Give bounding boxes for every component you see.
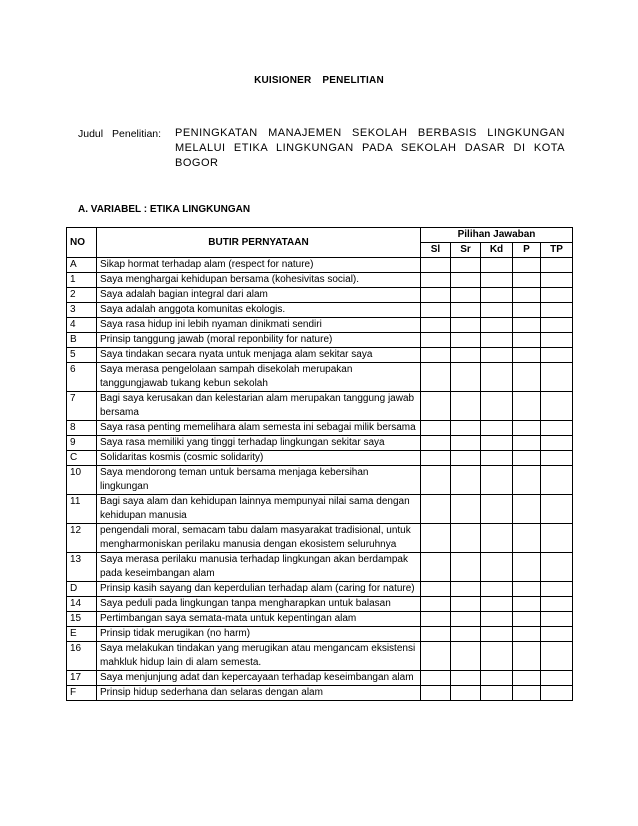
- row-number: 13: [67, 553, 97, 582]
- answer-cell-sr[interactable]: [451, 466, 481, 495]
- row-number: F: [67, 686, 97, 701]
- statement-text: Bagi saya alam dan kehidupan lainnya mempunyai nilai sama dengan kehidupan manusia: [97, 495, 421, 524]
- row-number: 17: [67, 671, 97, 686]
- answer-cell-p[interactable]: [513, 495, 541, 524]
- answer-cell-tp[interactable]: [541, 686, 573, 701]
- answer-cell-p[interactable]: [513, 612, 541, 627]
- answer-cell-p[interactable]: [513, 671, 541, 686]
- answer-cell-tp[interactable]: [541, 466, 573, 495]
- answer-cell-sr[interactable]: [451, 495, 481, 524]
- answer-cell-p[interactable]: [513, 318, 541, 333]
- statement-text: Prinsip tanggung jawab (moral reponbility for nature): [97, 333, 421, 348]
- answer-cell-tp[interactable]: [541, 495, 573, 524]
- answer-cell-tp[interactable]: [541, 421, 573, 436]
- answer-cell-kd[interactable]: [481, 273, 513, 288]
- answer-cell-p[interactable]: [513, 524, 541, 553]
- table-row: [67, 642, 573, 671]
- row-number: 3: [67, 303, 97, 318]
- answer-cell-tp[interactable]: [541, 597, 573, 612]
- table-row: [67, 318, 573, 333]
- answer-cell-sl[interactable]: [421, 421, 451, 436]
- row-number: 1: [67, 273, 97, 288]
- table-row: [67, 553, 573, 582]
- answer-cell-sr[interactable]: [451, 288, 481, 303]
- statement-text: Saya menjunjung adat dan kepercayaan terhadap keseimbangan alam: [97, 671, 421, 686]
- row-number: B: [67, 333, 97, 348]
- answer-cell-sl[interactable]: [421, 451, 451, 466]
- statement-text: Pertimbangan saya semata-mata untuk kepentingan alam: [97, 612, 421, 627]
- answer-cell-tp[interactable]: [541, 333, 573, 348]
- answer-cell-p[interactable]: [513, 333, 541, 348]
- answer-cell-kd[interactable]: [481, 466, 513, 495]
- answer-cell-sl[interactable]: [421, 524, 451, 553]
- answer-cell-kd[interactable]: [481, 627, 513, 642]
- answer-cell-sr[interactable]: [451, 333, 481, 348]
- answer-cell-sr[interactable]: [451, 612, 481, 627]
- statement-text: Saya rasa memiliki yang tinggi terhadap lingkungan sekitar saya: [97, 436, 421, 451]
- answer-cell-sl[interactable]: [421, 671, 451, 686]
- answer-cell-sr[interactable]: [451, 273, 481, 288]
- answer-cell-p[interactable]: [513, 436, 541, 451]
- answer-cell-tp[interactable]: [541, 612, 573, 627]
- answer-cell-kd[interactable]: [481, 553, 513, 582]
- answer-cell-tp[interactable]: [541, 553, 573, 582]
- statement-text: Saya mendorong teman untuk bersama menjaga kebersihan lingkungan: [97, 466, 421, 495]
- answer-cell-sl[interactable]: [421, 258, 451, 273]
- answer-cell-kd[interactable]: [481, 288, 513, 303]
- answer-cell-kd[interactable]: [481, 612, 513, 627]
- row-number: 8: [67, 421, 97, 436]
- answer-cell-tp[interactable]: [541, 392, 573, 421]
- statement-text: Saya rasa penting memelihara alam semesta ini sebagai milik bersama: [97, 421, 421, 436]
- answer-cell-p[interactable]: [513, 642, 541, 671]
- answer-cell-sl[interactable]: [421, 348, 451, 363]
- questionnaire-table: [66, 227, 573, 701]
- table-row: [67, 582, 573, 597]
- answer-cell-kd[interactable]: [481, 318, 513, 333]
- answer-cell-sr[interactable]: [451, 392, 481, 421]
- table-row: [67, 258, 573, 273]
- table-row: [67, 495, 573, 524]
- table-row: [67, 686, 573, 701]
- answer-cell-kd[interactable]: [481, 495, 513, 524]
- answer-cell-p[interactable]: [513, 303, 541, 318]
- statement-text: Prinsip kasih sayang dan keperdulian terhadap alam (caring for nature): [97, 582, 421, 597]
- answer-cell-tp[interactable]: [541, 642, 573, 671]
- answer-cell-sl[interactable]: [421, 627, 451, 642]
- row-number: 14: [67, 597, 97, 612]
- table-row: [67, 436, 573, 451]
- row-number: 16: [67, 642, 97, 671]
- table-row: [67, 671, 573, 686]
- table-row: [67, 421, 573, 436]
- answer-cell-sl[interactable]: [421, 612, 451, 627]
- table-row: [67, 466, 573, 495]
- answer-cell-sl[interactable]: [421, 288, 451, 303]
- answer-cell-p[interactable]: [513, 363, 541, 392]
- answer-cell-tp[interactable]: [541, 273, 573, 288]
- answer-cell-tp[interactable]: [541, 671, 573, 686]
- answer-cell-kd[interactable]: [481, 421, 513, 436]
- table-row: [67, 273, 573, 288]
- answer-cell-sl[interactable]: [421, 436, 451, 451]
- statement-text: Sikap hormat terhadap alam (respect for nature): [97, 258, 421, 273]
- answer-cell-kd[interactable]: [481, 686, 513, 701]
- answer-cell-tp[interactable]: [541, 363, 573, 392]
- answer-cell-sr[interactable]: [451, 363, 481, 392]
- research-title-label: Judul Penelitian:: [78, 128, 162, 140]
- answer-cell-kd[interactable]: [481, 392, 513, 421]
- research-title: PENINGKATAN MANAJEMEN SEKOLAH BERBASIS LINGKUNGAN MELALUI ETIKA LINGKUNGAN PADA SEKOLAH DASAR DI KOTA BOGOR: [175, 127, 565, 169]
- table-row: [67, 303, 573, 318]
- answer-cell-p[interactable]: [513, 273, 541, 288]
- answer-cell-sr[interactable]: [451, 451, 481, 466]
- answer-cell-tp[interactable]: [541, 288, 573, 303]
- answer-cell-sr[interactable]: [451, 627, 481, 642]
- answer-cell-kd[interactable]: [481, 333, 513, 348]
- answer-cell-p[interactable]: [513, 686, 541, 701]
- answer-cell-p[interactable]: [513, 627, 541, 642]
- answer-cell-sr[interactable]: [451, 553, 481, 582]
- answer-cell-kd[interactable]: [481, 363, 513, 392]
- row-number: 2: [67, 288, 97, 303]
- answer-cell-tp[interactable]: [541, 582, 573, 597]
- answer-cell-p[interactable]: [513, 421, 541, 436]
- table-row: [67, 333, 573, 348]
- answer-cell-sr[interactable]: [451, 671, 481, 686]
- statement-text: Prinsip tidak merugikan (no harm): [97, 627, 421, 642]
- answer-cell-kd[interactable]: [481, 348, 513, 363]
- statement-text: Saya melakukan tindakan yang merugikan atau mengancam eksistensi mahkluk hidup lain di alam semesta.: [97, 642, 421, 671]
- row-number: 12: [67, 524, 97, 553]
- answer-cell-sr[interactable]: [451, 303, 481, 318]
- row-number: 11: [67, 495, 97, 524]
- answer-cell-sl[interactable]: [421, 642, 451, 671]
- answer-cell-tp[interactable]: [541, 348, 573, 363]
- answer-cell-sr[interactable]: [451, 436, 481, 451]
- statement-text: Saya peduli pada lingkungan tanpa mengharapkan untuk balasan: [97, 597, 421, 612]
- answer-cell-sl[interactable]: [421, 553, 451, 582]
- row-number: 4: [67, 318, 97, 333]
- table-row: [67, 451, 573, 466]
- answer-cell-kd[interactable]: [481, 436, 513, 451]
- answer-cell-kd[interactable]: [481, 671, 513, 686]
- answer-cell-sr[interactable]: [451, 642, 481, 671]
- section-title: A. VARIABEL : ETIKA LINGKUNGAN: [78, 204, 251, 215]
- answer-cell-p[interactable]: [513, 582, 541, 597]
- table-row: [67, 363, 573, 392]
- document-title: KUISIONER PENELITIAN: [254, 75, 384, 86]
- row-number: D: [67, 582, 97, 597]
- answer-cell-sr[interactable]: [451, 524, 481, 553]
- answer-cell-sl[interactable]: [421, 318, 451, 333]
- answer-cell-sl[interactable]: [421, 582, 451, 597]
- header-choice-sr: Sr: [451, 243, 481, 258]
- answer-cell-sl[interactable]: [421, 597, 451, 612]
- answer-cell-kd[interactable]: [481, 582, 513, 597]
- answer-cell-tp[interactable]: [541, 318, 573, 333]
- header-choice-tp: TP: [541, 243, 573, 258]
- answer-cell-kd[interactable]: [481, 258, 513, 273]
- answer-cell-kd[interactable]: [481, 597, 513, 612]
- statement-text: Solidaritas kosmis (cosmic solidarity): [97, 451, 421, 466]
- answer-cell-tp[interactable]: [541, 627, 573, 642]
- header-no: NO: [67, 228, 97, 258]
- table-row: [67, 392, 573, 421]
- row-number: 5: [67, 348, 97, 363]
- table-row: [67, 612, 573, 627]
- answer-cell-sr[interactable]: [451, 348, 481, 363]
- answer-cell-sl[interactable]: [421, 333, 451, 348]
- answer-cell-kd[interactable]: [481, 524, 513, 553]
- answer-cell-sl[interactable]: [421, 686, 451, 701]
- table-row: [67, 627, 573, 642]
- answer-cell-tp[interactable]: [541, 451, 573, 466]
- answer-cell-p[interactable]: [513, 258, 541, 273]
- statement-text: Saya merasa perilaku manusia terhadap lingkungan akan berdampak pada keseimbangan alam: [97, 553, 421, 582]
- table-row: [67, 348, 573, 363]
- row-number: C: [67, 451, 97, 466]
- answer-cell-tp[interactable]: [541, 303, 573, 318]
- answer-cell-p[interactable]: [513, 553, 541, 582]
- answer-cell-sr[interactable]: [451, 597, 481, 612]
- statement-text: Prinsip hidup sederhana dan selaras dengan alam: [97, 686, 421, 701]
- answer-cell-sl[interactable]: [421, 466, 451, 495]
- answer-cell-kd[interactable]: [481, 451, 513, 466]
- answer-cell-sl[interactable]: [421, 363, 451, 392]
- answer-cell-sr[interactable]: [451, 582, 481, 597]
- statement-text: Saya rasa hidup ini lebih nyaman dinikmati sendiri: [97, 318, 421, 333]
- table-row: [67, 597, 573, 612]
- answer-cell-sr[interactable]: [451, 258, 481, 273]
- row-number: E: [67, 627, 97, 642]
- header-choice: Pilihan Jawaban: [421, 228, 573, 243]
- row-number: 10: [67, 466, 97, 495]
- statement-text: Saya adalah anggota komunitas ekologis.: [97, 303, 421, 318]
- answer-cell-tp[interactable]: [541, 524, 573, 553]
- row-number: 9: [67, 436, 97, 451]
- statement-text: Saya adalah bagian integral dari alam: [97, 288, 421, 303]
- answer-cell-p[interactable]: [513, 597, 541, 612]
- answer-cell-tp[interactable]: [541, 436, 573, 451]
- answer-cell-sl[interactable]: [421, 392, 451, 421]
- answer-cell-sr[interactable]: [451, 686, 481, 701]
- row-number: 7: [67, 392, 97, 421]
- answer-cell-kd[interactable]: [481, 642, 513, 671]
- header-choice-p: P: [513, 243, 541, 258]
- answer-cell-p[interactable]: [513, 451, 541, 466]
- answer-cell-sr[interactable]: [451, 421, 481, 436]
- header-choice-sl: Sl: [421, 243, 451, 258]
- statement-text: Saya merasa pengelolaan sampah disekolah merupakan tanggungjawab tukang kebun sekolah: [97, 363, 421, 392]
- answer-cell-tp[interactable]: [541, 258, 573, 273]
- header-statement: BUTIR PERNYATAAN: [97, 228, 421, 258]
- statement-text: pengendali moral, semacam tabu dalam masyarakat tradisional, untuk mengharmoniskan perilaku manusia dengan ekosistem seluruhnya: [97, 524, 421, 553]
- table-row: [67, 524, 573, 553]
- statement-text: Bagi saya kerusakan dan kelestarian alam merupakan tanggung jawab bersama: [97, 392, 421, 421]
- row-number: A: [67, 258, 97, 273]
- answer-cell-p[interactable]: [513, 392, 541, 421]
- answer-cell-p[interactable]: [513, 466, 541, 495]
- header-choice-kd: Kd: [481, 243, 513, 258]
- answer-cell-sl[interactable]: [421, 495, 451, 524]
- answer-cell-p[interactable]: [513, 288, 541, 303]
- table-row: [67, 288, 573, 303]
- answer-cell-sr[interactable]: [451, 318, 481, 333]
- answer-cell-kd[interactable]: [481, 303, 513, 318]
- statement-text: Saya tindakan secara nyata untuk menjaga alam sekitar saya: [97, 348, 421, 363]
- statement-text: Saya menghargai kehidupan bersama (kohesivitas social).: [97, 273, 421, 288]
- answer-cell-sl[interactable]: [421, 273, 451, 288]
- answer-cell-sl[interactable]: [421, 303, 451, 318]
- row-number: 6: [67, 363, 97, 392]
- row-number: 15: [67, 612, 97, 627]
- answer-cell-p[interactable]: [513, 348, 541, 363]
